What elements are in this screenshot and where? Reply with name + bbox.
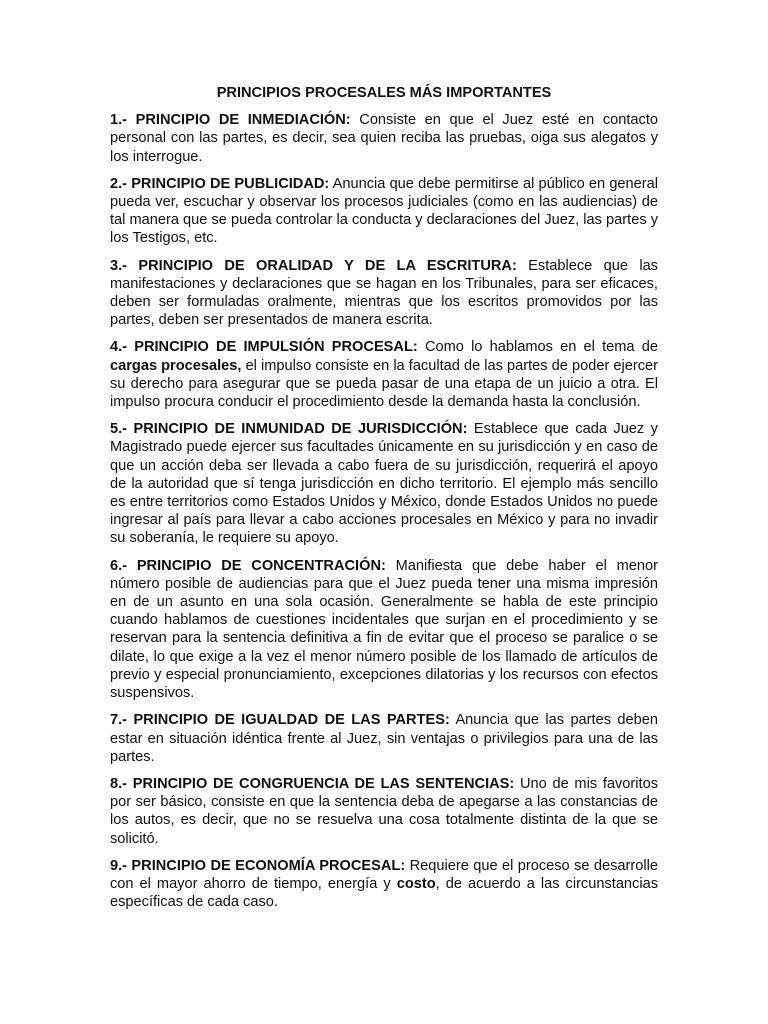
principle-3-text: Establece que las manifestaciones y declaraciones que se hagan en los Tribunales, para ser eficaces, deben ser formuladas oralmente, mientras que los escritos promovidos por las partes, deben ser presentados de manera escrita. xyxy=(110,257,658,329)
principle-9 xyxy=(110,857,658,912)
principle-9-emphasis: costo xyxy=(396,875,436,892)
principle-4-text-after: el impulso consiste en la facultad de las partes de poder ejercer su derecho para asegurar que se pueda pasar de una etapa de un juicio a otra. El impulso procura conducir el procedimiento desde la demanda hasta la conclusión. xyxy=(110,357,658,411)
document-page xyxy=(110,84,658,920)
principle-4-emphasis: cargas procesales, xyxy=(110,357,242,374)
principle-1-text: Consiste en que el Juez esté en contacto personal con las partes, es decir, sea quien reciba las pruebas, oiga sus alegatos y los interrogue. xyxy=(110,112,659,165)
principle-9-text-before: Requiere que el proceso se desarrolle con el mayor ahorro de tiempo, energía y xyxy=(110,857,658,892)
principle-5 xyxy=(110,420,658,547)
principle-7-heading: 7.- PRINCIPIO DE IGUALDAD DE LAS PARTES: xyxy=(110,712,450,729)
principle-7-text: Anuncia que las partes deben estar en situación idéntica frente al Juez, sin ventajas o privilegios para una de las partes. xyxy=(110,712,658,765)
principle-6-heading: 6.- PRINCIPIO DE CONCENTRACIÓN: xyxy=(110,557,386,574)
principle-5-heading: 5.- PRINCIPIO DE INMUNIDAD DE JURISDICCIÓN: xyxy=(110,421,468,438)
principle-2-heading: 2.- PRINCIPIO DE PUBLICIDAD: xyxy=(110,175,330,192)
principle-1 xyxy=(110,111,658,166)
principle-8-text: Uno de mis favoritos por ser básico, consiste en que la sentencia deba de apegarse a las constancias de los autos, es decir, que no se resuelva una cosa totalmente distinta de la que se solicitó. xyxy=(110,775,658,847)
principle-2-text: Anuncia que debe permitirse al público en general pueda ver, escuchar y observar los procesos judiciales (como en las audiencias) de tal manera que se pueda controlar la conducta y declaraciones del Juez, las partes y los Testigos, etc. xyxy=(110,175,659,247)
principle-4 xyxy=(110,338,658,411)
principle-7 xyxy=(110,711,658,766)
principle-5-text: Establece que cada Juez y Magistrado puede ejercer sus facultades únicamente en su jurisdicción y en caso de que un acción deba ser llevada a cabo fuera de su jurisdicción, requerirá el apoyo de la autoridad que sí tenga jurisdicción en dicho territorio. El ejemplo más sencillo es entre territorios como Estados Unidos y México, donde Estados Unidos no puede ingresar al país para llevar a cabo acciones procesales en México y para no invadir su soberanía, le requiere su apoyo. xyxy=(110,421,658,547)
principle-8-heading: 8.- PRINCIPIO DE CONGRUENCIA DE LAS SENTENCIAS: xyxy=(110,775,515,792)
principle-6-text: Manifiesta que debe haber el menor número posible de audiencias para que el Juez pueda tener una misma impresión en de un asunto en una sola ocasión. Generalmente se habla de este principio cuando hablamos de cuestiones incidentales que surjan en el procedimiento y se reservan para la sentencia definitiva a fin de evitar que el proceso se paralice o se dilate, lo que exige a la vez el menor número posible de los llamado de artículos de previo y especial pronunciamiento, excepciones dilatorias y los recursos con efectos suspensivos. xyxy=(110,557,658,702)
document-title: PRINCIPIOS PROCESALES MÁS IMPORTANTES xyxy=(216,85,552,101)
principle-6 xyxy=(110,557,658,703)
principle-4-text-before: Como lo hablamos en el tema de xyxy=(424,339,658,356)
principle-8 xyxy=(110,775,658,848)
principle-4-heading: 4.- PRINCIPIO DE IMPULSIÓN PROCESAL: xyxy=(110,339,418,356)
principle-2 xyxy=(110,175,658,248)
principle-9-text-after: , de acuerdo a las circunstancias específicas de cada caso. xyxy=(110,875,658,911)
principle-1-heading: 1.- PRINCIPIO DE INMEDIACIÓN: xyxy=(110,112,351,129)
principle-3 xyxy=(110,257,658,330)
principle-9-heading: 9.- PRINCIPIO DE ECONOMÍA PROCESAL: xyxy=(110,857,406,874)
principle-3-heading: 3.- PRINCIPIO DE ORALIDAD Y DE LA ESCRITURA: xyxy=(110,257,517,274)
